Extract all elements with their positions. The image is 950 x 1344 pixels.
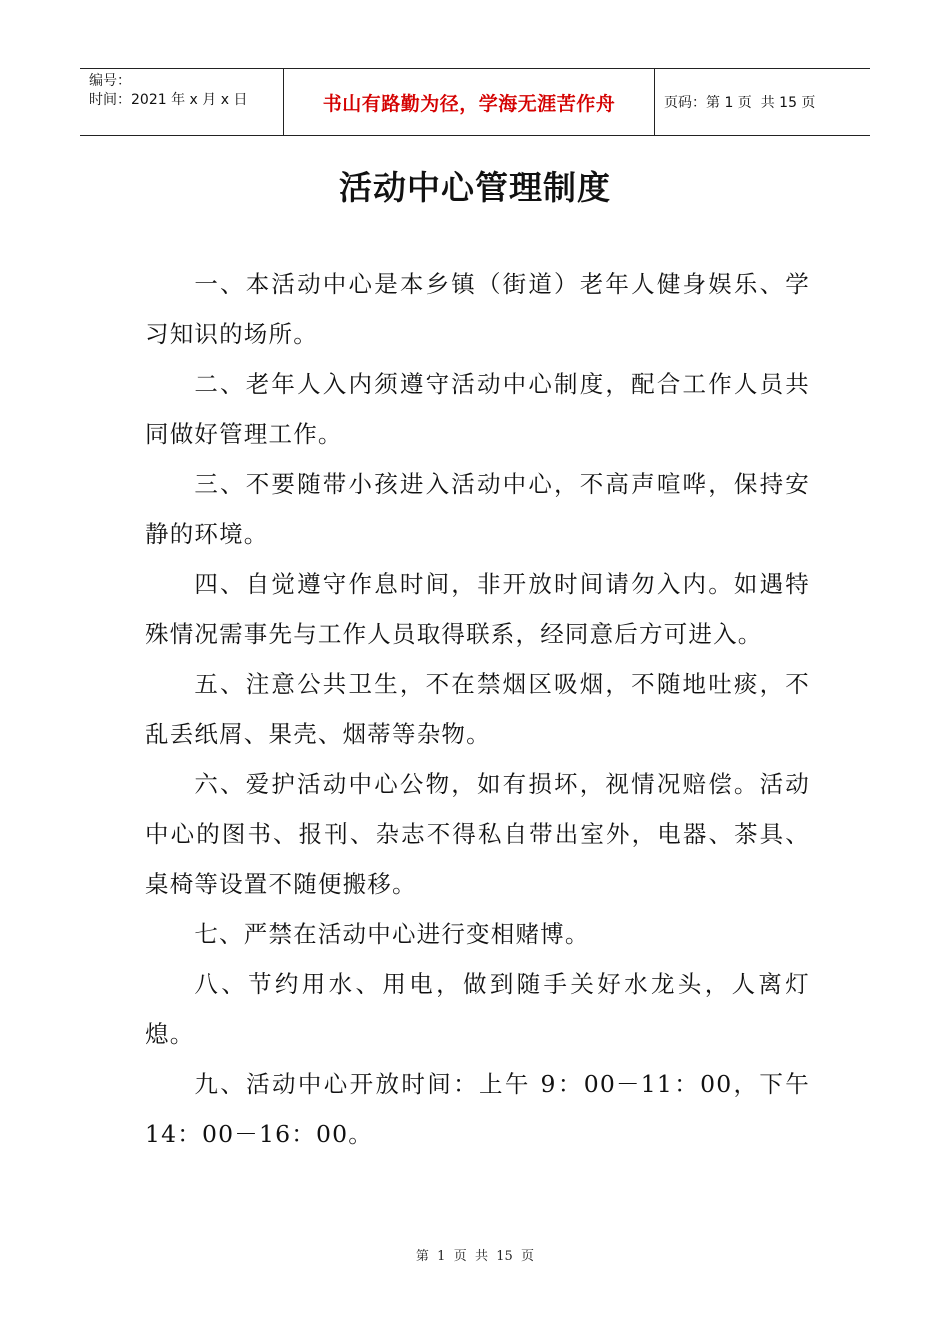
paragraph-7: 七、严禁在活动中心进行变相赌博。	[194, 920, 590, 948]
header-page-info: 页码：第 1 页 共 15 页	[664, 95, 816, 111]
document-header-table	[80, 68, 870, 136]
paragraph-2: 二、老年人入内须遵守活动中心制度，配合工作人员共同做好管理工作。	[145, 370, 810, 448]
header-meta-cell	[80, 69, 283, 135]
document-title: 活动中心管理制度	[339, 168, 611, 207]
paragraph-9: 九、活动中心开放时间：上午 9：00－11：00，下午 14：00－16：00。	[145, 1070, 810, 1148]
document-date-label: 时间：2021 年 x 月 x 日	[89, 92, 248, 108]
paragraph-3: 三、不要随带小孩进入活动中心，不高声喧哗，保持安静的环境。	[145, 470, 810, 548]
paragraph-6: 六、爱护活动中心公物，如有损坏，视情况赔偿。活动中心的图书、报刊、杂志不得私自带出室外，电器、茶具、桌椅等设置不随便搬移。	[145, 770, 810, 898]
header-motto: 书山有路勤为径，学海无涯苦作舟	[283, 69, 655, 135]
paragraph-1: 一、本活动中心是本乡镇（街道）老年人健身娱乐、学习知识的场所。	[145, 270, 810, 348]
page-footer: 第 1 页 共 15 页	[415, 1249, 535, 1264]
paragraph-4: 四、自觉遵守作息时间，非开放时间请勿入内。如遇特殊情况需事先与工作人员取得联系，经同意后方可进入。	[145, 570, 810, 648]
paragraph-8: 八、节约用水、用电，做到随手关好水龙头，人离灯熄。	[145, 970, 810, 1048]
document-number-label: 编号：	[89, 73, 131, 89]
document-body	[145, 259, 810, 1159]
paragraph-5: 五、注意公共卫生，不在禁烟区吸烟，不随地吐痰，不乱丢纸屑、果壳、烟蒂等杂物。	[145, 670, 810, 748]
